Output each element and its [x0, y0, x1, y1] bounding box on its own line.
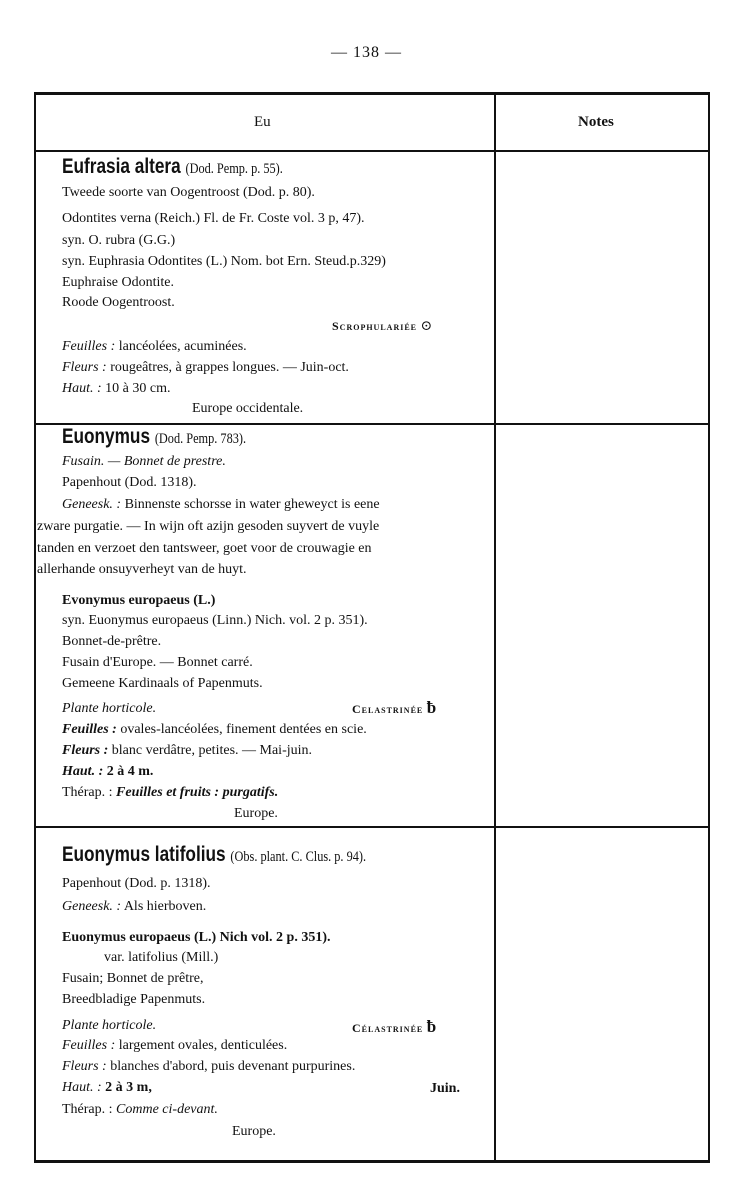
haut-value: 10 à 30 cm.	[105, 381, 171, 396]
text-line: Bonnet-de-prêtre.	[62, 634, 162, 649]
fleurs-value: blanc verdâtre, petites. — Mai-juin.	[111, 743, 313, 758]
header-divider	[34, 150, 710, 152]
plante-line: Plante horticole.	[62, 701, 157, 716]
therap-value: Feuilles et fruits : purgatifs.	[116, 785, 279, 800]
page-number: — 138 —	[331, 44, 402, 61]
heading-name: Euonymus	[62, 425, 151, 448]
family-label	[352, 698, 436, 718]
feuilles-value: lancéolées, acuminées.	[118, 339, 247, 354]
haut-line	[62, 1079, 152, 1097]
haut-line	[62, 763, 153, 781]
heading-ref: (Dod. Pemp. 783).	[154, 431, 247, 447]
text-line: Euonymus europaeus (L.) Nich vol. 2 p. 351).	[62, 930, 331, 945]
therap-line	[62, 1101, 218, 1119]
feuilles-line	[62, 1037, 287, 1055]
therap-label: Thérap. :	[62, 785, 113, 800]
text-line: Tweede soorte van Oogentroost (Dod. p. 80).	[62, 185, 315, 200]
fleurs-value: rougeâtres, à grappes longues. — Juin-oct.	[110, 360, 349, 375]
entry-heading-eufrasia	[62, 155, 283, 178]
region: Europe.	[234, 806, 278, 821]
geneesk-line	[62, 496, 380, 514]
fleurs-value: blanches d'abord, puis devenant purpurines.	[110, 1059, 356, 1074]
geneesk-label: Geneesk. :	[62, 497, 122, 512]
region: Europe occidentale.	[192, 401, 304, 416]
feuilles-label: Feuilles :	[62, 722, 117, 737]
text-line: var. latifolius (Mill.)	[104, 950, 219, 965]
fleurs-label: Fleurs :	[62, 743, 109, 758]
text-line: Fusain; Bonnet de prêtre,	[62, 971, 204, 986]
fusain-line: Fusain. — Bonnet de prestre.	[62, 454, 226, 469]
text-line: allerhande onsuyverheyt van de huyt.	[37, 562, 247, 577]
haut-value: 2 à 4 m.	[106, 764, 154, 779]
papenhout-line: Papenhout (Dod. 1318).	[62, 475, 197, 490]
heading-name: Eufrasia altera	[62, 155, 181, 178]
heading-ref: (Obs. plant. C. Clus. p. 94).	[230, 849, 367, 865]
feuilles-label: Feuilles :	[62, 339, 116, 354]
table-left-border	[34, 92, 36, 1163]
region: Europe.	[232, 1124, 276, 1139]
text-line: Evonymus europaeus (L.)	[62, 593, 216, 608]
column-header-eu: Eu	[254, 114, 271, 130]
month-value: Juin.	[430, 1081, 460, 1096]
text-line: syn. Euonymus europaeus (Linn.) Nich. vol. 2 p. 351).	[62, 613, 368, 628]
geneesk-value: Binnenste schorsse in water gheweyct is eene	[124, 497, 380, 512]
table-top-border	[34, 92, 710, 95]
table-right-border	[708, 92, 710, 1163]
fleurs-line	[62, 359, 349, 377]
therap-value: Comme ci-devant.	[116, 1102, 218, 1117]
fleurs-label: Fleurs :	[62, 360, 107, 375]
feuilles-line	[62, 721, 367, 739]
feuilles-label: Feuilles :	[62, 1038, 116, 1053]
therap-label: Thérap. :	[62, 1102, 113, 1117]
feuilles-line	[62, 338, 247, 356]
text-line: syn. O. rubra (G.G.)	[62, 233, 176, 248]
therap-line	[62, 784, 278, 802]
haut-label: Haut. :	[62, 1080, 102, 1095]
geneesk-value: Als hierboven.	[123, 899, 207, 914]
text-line: Breedbladige Papenmuts.	[62, 992, 206, 1007]
fleurs-label: Fleurs :	[62, 1059, 107, 1074]
text-line: Euphraise Odontite.	[62, 275, 174, 290]
text-line: zware purgatie. — In wijn oft azijn gesoden suyvert de vuyle	[37, 519, 380, 534]
feuilles-value: largement ovales, denticulées.	[118, 1038, 288, 1053]
family-name: Celastrinée	[352, 702, 424, 716]
heading-ref: (Dod. Pemp. p. 55).	[185, 161, 283, 177]
feuilles-value: ovales-lancéolées, finement dentées en scie.	[120, 722, 367, 737]
text-line: Odontites verna (Reich.) Fl. de Fr. Coste vol. 3 p, 47).	[62, 211, 365, 226]
haut-line	[62, 380, 171, 398]
haut-label: Haut. :	[62, 764, 104, 779]
haut-value: 2 à 3 m,	[105, 1080, 152, 1095]
text-line: syn. Euphrasia Odontites (L.) Nom. bot Ern. Steud.p.329)	[62, 254, 386, 269]
fleurs-line	[62, 1058, 355, 1076]
plante-line: Plante horticole.	[62, 1018, 157, 1033]
shrub-symbol-icon: ƀ	[426, 1017, 437, 1036]
text-line: Fusain d'Europe. — Bonnet carré.	[62, 655, 253, 670]
shrub-symbol-icon: ƀ	[426, 698, 437, 717]
family-name: Célastrinée	[352, 1021, 424, 1035]
haut-label: Haut. :	[62, 381, 102, 396]
papenhout-line: Papenhout (Dod. p. 1318).	[62, 876, 211, 891]
table-bottom-border	[34, 1160, 710, 1163]
family-label	[352, 1017, 436, 1037]
text-line: Gemeene Kardinaals of Papenmuts.	[62, 676, 263, 691]
annual-symbol-icon: ⊙	[420, 319, 433, 334]
family-label	[332, 318, 432, 335]
entry-heading-euonymus	[62, 425, 247, 448]
text-line: tanden en verzoet den tantsweer, goet voor de crouwagie en	[37, 541, 372, 556]
heading-name: Euonymus latifolius	[62, 843, 226, 866]
geneesk-line	[62, 898, 206, 916]
geneesk-label: Geneesk. :	[62, 899, 122, 914]
family-name: Scrophulariée	[332, 319, 418, 333]
column-header-notes: Notes	[578, 114, 614, 130]
column-separator	[494, 92, 496, 1163]
fleurs-line	[62, 742, 312, 760]
text-line: Roode Oogentroost.	[62, 295, 175, 310]
entry-heading-euonymus-latifolius	[62, 843, 367, 866]
entry-divider-2	[34, 826, 710, 828]
